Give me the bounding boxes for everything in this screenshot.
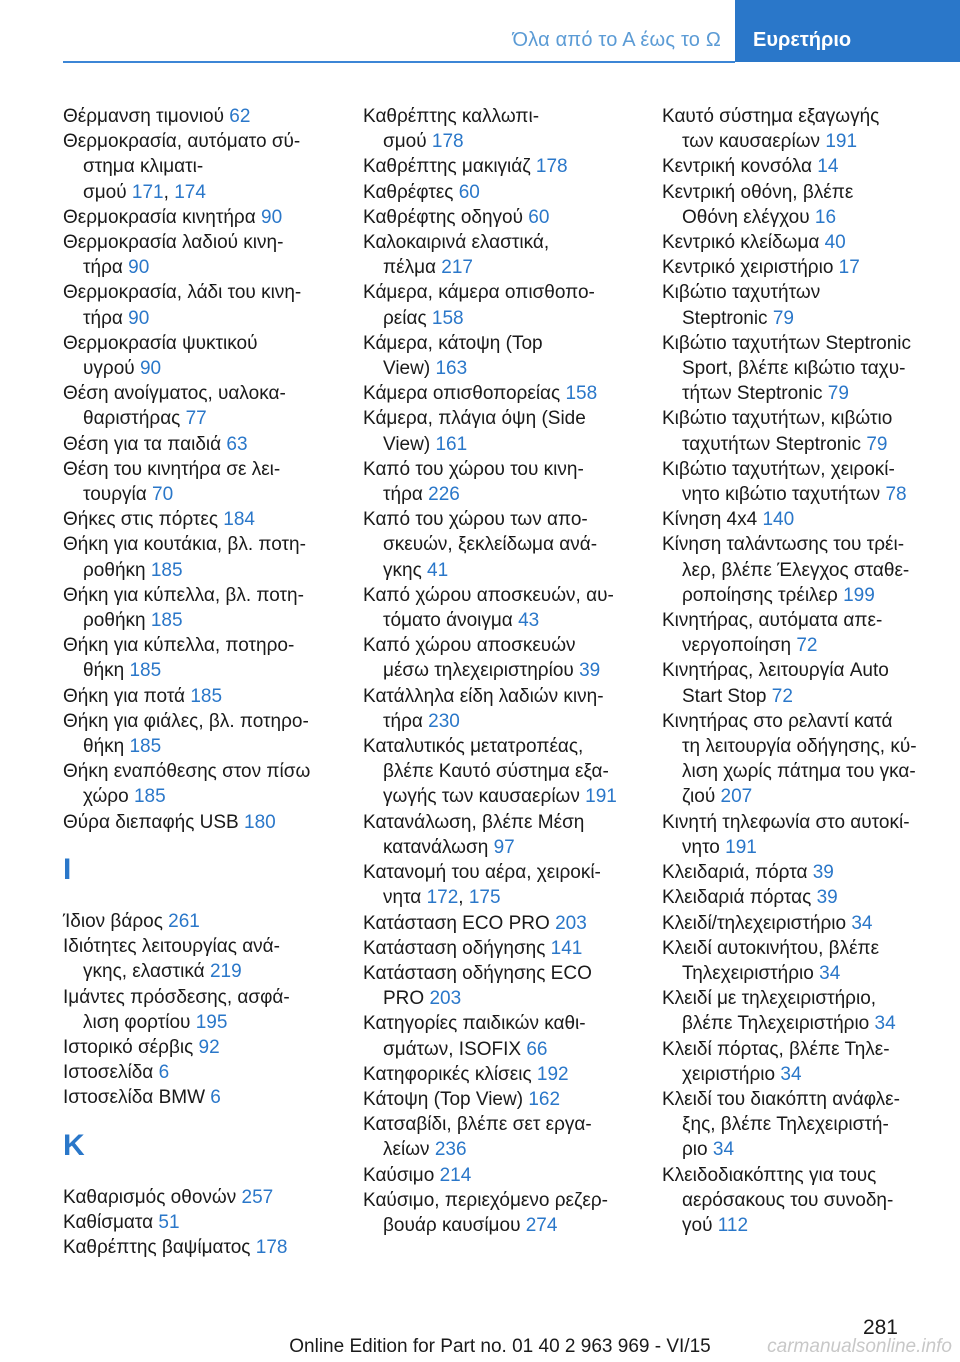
page-reference-link[interactable]: 140: [762, 509, 795, 531]
page-reference-link[interactable]: 6: [158, 1062, 170, 1084]
index-entry-text: σμού: [383, 131, 432, 153]
index-entry-text: Θερμοκρασία λαδιού κινη-: [63, 232, 284, 254]
page-reference-link[interactable]: 184: [223, 509, 255, 531]
page-reference-link[interactable]: 203: [429, 988, 462, 1010]
index-entry-text: σμάτων, ISOFIX: [383, 1038, 527, 1060]
index-entry: [63, 280, 331, 330]
page-reference-link[interactable]: 63: [226, 433, 248, 455]
page-reference-link[interactable]: 178: [535, 156, 568, 178]
page-reference-link[interactable]: 41: [427, 559, 449, 581]
page-reference-link[interactable]: 185: [150, 610, 183, 632]
index-entry-text: Κάμερα, κάτοψη (Top: [363, 332, 543, 354]
page-reference-link[interactable]: 66: [526, 1038, 548, 1060]
index-entry: [363, 1087, 631, 1112]
index-entry-text: Θήκη για κουτάκια, βλ. ποτη-: [63, 534, 306, 556]
page-reference-link[interactable]: 158: [431, 307, 464, 329]
index-entry-text: Καυτό σύστημα εξαγωγής: [662, 106, 880, 127]
index-entry: [363, 1011, 631, 1061]
page-reference-link[interactable]: 172: [426, 887, 459, 909]
index-entry: [363, 104, 631, 154]
index-entry-text: Ιστοσελίδα: [63, 1062, 159, 1084]
index-entry-text: Καπό χώρου αποσκευών, αυ-: [363, 584, 614, 606]
index-entry: [363, 154, 631, 179]
index-entry-text: τήρα: [383, 484, 429, 506]
index-entry-text: Κλειδί με τηλεχειριστήριο,: [662, 988, 877, 1010]
page-reference-link[interactable]: 141: [550, 937, 583, 959]
page-reference-link[interactable]: 178: [255, 1236, 288, 1258]
index-entry: [363, 1062, 631, 1087]
page-reference-link[interactable]: 214: [439, 1164, 472, 1186]
index-entry-text: Καθίσματα: [63, 1211, 159, 1233]
page-reference-link[interactable]: 185: [129, 736, 162, 758]
page-reference-link[interactable]: 60: [528, 206, 550, 228]
index-entry-text: τόματο άνοιγμα: [383, 610, 519, 632]
index-entry-text: ρείας: [383, 307, 432, 329]
index-entry-text: ριο: [682, 1139, 713, 1161]
index-entry: [63, 1210, 331, 1235]
index-entry: [63, 934, 331, 984]
page-reference-link[interactable]: 191: [725, 836, 757, 858]
index-entry: [63, 810, 331, 835]
page-reference-link[interactable]: 171: [131, 181, 164, 203]
page-reference-link[interactable]: 72: [796, 635, 818, 657]
index-entry: [363, 280, 631, 330]
index-entry-text: πέλμα: [383, 257, 442, 279]
index-entry: [63, 104, 331, 129]
index-entry: [363, 810, 631, 860]
page-reference-link[interactable]: 16: [814, 206, 837, 228]
page-reference-link[interactable]: 34: [780, 1063, 802, 1085]
index-entry: [363, 457, 631, 507]
index-entry-text: Κίνηση 4x4: [662, 509, 763, 531]
section-title-area: [0, 0, 735, 62]
index-entry-text: γωγής των καυσαερίων: [383, 786, 586, 808]
index-entry-text: Ιδιότητες λειτουργίας ανά-: [63, 936, 280, 958]
index-entry-text: Κάμερα οπισθοπορείας: [363, 383, 566, 405]
index-entry: Κατανομή του αέρα, χειροκί- νητα 172, 175: [363, 862, 601, 909]
page-reference-link[interactable]: 199: [843, 584, 875, 606]
index-column-1: [63, 104, 331, 1260]
index-entry-text: Θήκη εναπόθεσης στον πίσω: [63, 761, 311, 783]
page-reference-link[interactable]: 195: [195, 1011, 228, 1033]
index-entry-text: Θέση ανοίγματος, υαλοκα-: [63, 383, 286, 405]
index-entry: [662, 936, 930, 986]
page-reference-link[interactable]: 261: [168, 910, 200, 932]
index-entry-text: Θέρμανση τιμονιού: [63, 106, 230, 127]
index-entry-text: Καθαρισμός οθονών: [63, 1186, 242, 1208]
page-reference-link[interactable]: 39: [579, 660, 601, 682]
index-entry-text: Κεντρική κονσόλα: [662, 156, 818, 178]
page-reference-link[interactable]: 6: [210, 1087, 221, 1109]
index-entry: [63, 230, 331, 280]
page-number: 281: [862, 1316, 898, 1339]
section-title: Όλα από το Α έως το Ω: [512, 29, 721, 51]
page-reference-link[interactable]: 90: [128, 307, 150, 329]
index-entry-text: Κινητήρας, αυτόματα απε-: [662, 610, 883, 632]
index-entry-text: Ιμάντες πρόσδεσης, ασφά-: [63, 986, 290, 1008]
index-entry-text: Κίνηση ταλάντωσης του τρέι-: [662, 534, 905, 556]
page-reference-link[interactable]: 79: [772, 307, 794, 329]
index-entry-text: View): [383, 358, 436, 380]
index-entry-text: Κατσαβίδι, βλέπε σετ εργα-: [363, 1114, 592, 1136]
index-entry: [363, 583, 631, 633]
index-entry: [662, 810, 930, 860]
index-entry-text: ζιού: [682, 786, 721, 808]
index-entry-text: ξης, βλέπε Τηλεχειριστή-: [682, 1114, 889, 1136]
index-entry: [662, 154, 930, 179]
index-entry: [63, 507, 331, 532]
page-reference-link[interactable]: 180: [244, 811, 276, 833]
index-entry: [662, 709, 930, 810]
index-entry: [662, 1087, 930, 1163]
index-entry-text: Θήκη για ποτά: [63, 685, 191, 707]
index-entry-text: Κλειδί/τηλεχειριστήριο: [662, 912, 852, 934]
index-entry-text: Καθρέφτες: [363, 181, 459, 203]
index-entry-text: Καθρέφτης οδηγού: [363, 206, 529, 228]
index-entry-text: Θέση του κινητήρα σε λει-: [63, 458, 281, 480]
page-reference-link[interactable]: 185: [133, 786, 166, 808]
index-entry: [363, 633, 631, 683]
index-entry: [662, 860, 930, 885]
index-entry-text: λείων: [383, 1139, 435, 1161]
index-entry-text: των καυσαερίων: [682, 131, 826, 153]
index-entry-text: τη λειτουργία οδήγησης, κύ-: [682, 736, 917, 758]
index-entry: [363, 507, 631, 583]
index-entry: [63, 1185, 331, 1210]
index-entry-text: Καθρέπτης βαψίματος: [63, 1236, 256, 1258]
index-entry-text: Κάμερα, πλάγια όψη (Side: [363, 408, 586, 430]
index-entry-text: νητα: [383, 887, 427, 909]
index-entry-text: Θήκες στις πόρτες: [63, 509, 224, 531]
index-entry: [363, 1188, 631, 1238]
index-entry-text: Κατάλληλα είδη λαδιών κινη-: [363, 685, 604, 707]
page-reference-link[interactable]: 174: [174, 181, 206, 203]
index-entry-text: Ιστοσελίδα BMW: [63, 1087, 211, 1109]
index-entry-text: Θήκη για κύπελλα, βλ. ποτη-: [63, 584, 304, 606]
index-entry: [662, 608, 930, 658]
index-entry: [662, 457, 930, 507]
index-entry: [662, 532, 930, 608]
index-entry: [662, 507, 930, 532]
index-tab-label: Ευρετήριο: [753, 29, 852, 51]
index-entry: [63, 633, 331, 683]
page-reference-link[interactable]: 90: [261, 206, 283, 228]
page-reference-link[interactable]: 34: [819, 962, 841, 984]
index-entry-text: Καπό του χώρου του κινη-: [363, 458, 584, 480]
index-entry-text: Κλειδί του διακόπτη ανάφλε-: [662, 1088, 900, 1110]
index-entry-text: Κλειδαριά πόρτας: [662, 887, 817, 909]
index-entry: [63, 684, 331, 709]
index-entry: [63, 985, 331, 1035]
index-entry-text: σμού: [83, 181, 132, 203]
page-reference-link[interactable]: 90: [139, 358, 162, 380]
index-entry: [63, 432, 331, 457]
index-entry-text: View): [383, 433, 436, 455]
index-entry-text: Start Stop: [682, 685, 772, 707]
index-entry: [363, 961, 631, 1011]
index-entry-text: Κινητήρας, λειτουργία Auto: [662, 660, 889, 682]
page-reference-link[interactable]: 178: [431, 131, 464, 153]
index-entry-text: Θέση για τα παιδιά: [63, 433, 227, 455]
index-entry-text: Θερμοκρασία κινητήρα: [63, 206, 262, 228]
index-entry-text: Κατανάλωση, βλέπε Μέση: [363, 811, 585, 833]
index-entry-text: Sport, βλέπε κιβώτιο ταχυ-: [682, 358, 906, 380]
page-reference-link[interactable]: 78: [885, 484, 907, 506]
page-reference-link[interactable]: 163: [435, 358, 468, 380]
index-entry-text: θαριστήρας: [83, 408, 186, 430]
index-entry-text: Κατανομή του αέρα, χειροκί-: [363, 862, 601, 884]
page-reference-link[interactable]: 161: [435, 433, 468, 455]
index-entry-text: Κλειδοδιακόπτης για τους: [662, 1164, 877, 1186]
index-entry: [662, 986, 930, 1036]
index-entry-text: Κεντρική οθόνη, βλέπε: [662, 181, 854, 203]
index-entry-text: Καταλυτικός μετατροπέας,: [363, 736, 584, 758]
index-entry-text: ταχυτήτων Steptronic: [682, 433, 867, 455]
index-entry: [63, 759, 331, 809]
page-reference-link[interactable]: 185: [190, 685, 223, 707]
page-reference-link[interactable]: 175: [468, 887, 501, 909]
index-entry: [363, 406, 631, 456]
index-entry-text: Θερμοκρασία, αυτόματο σύ-: [63, 131, 301, 153]
index-entry: [363, 911, 631, 936]
index-entry-text: ροθήκη: [83, 559, 151, 581]
index-entry-text: τήτων Steptronic: [682, 383, 828, 405]
index-entry-text: Κατηγορίες παιδικών καθι-: [363, 1013, 586, 1035]
index-entry-text: γκης, ελαστικά: [83, 961, 210, 983]
index-entry: [63, 1035, 331, 1060]
index-entry: [662, 104, 930, 154]
index-entry-text: Κεντρικό χειριστήριο: [662, 257, 839, 279]
page-reference-link[interactable]: 162: [528, 1088, 561, 1110]
index-entry: [63, 457, 331, 507]
index-entry-text: ροθήκη: [83, 610, 151, 632]
page-reference-link[interactable]: 90: [128, 257, 150, 279]
index-entry: [363, 936, 631, 961]
index-entry-text: τήρα: [83, 307, 129, 329]
index-entry-text: θήκη: [83, 736, 130, 758]
index-entry: [363, 381, 631, 406]
index-entry-text: στημα κλιματι-: [83, 156, 204, 178]
page-reference-link[interactable]: 39: [816, 887, 838, 909]
index-entry: [63, 1235, 331, 1260]
page-reference-link[interactable]: 191: [585, 786, 617, 808]
index-entry: Θερμοκρασία, αυτόματο σύ- στημα κλιματι- σμού 171, 174: [63, 131, 301, 203]
page-reference-link[interactable]: 185: [150, 559, 183, 581]
index-entry: [363, 331, 631, 381]
index-entry: [662, 1163, 930, 1239]
index-entry-text: Κιβώτιο ταχυτήτων Steptronic: [662, 332, 912, 354]
index-entry: [63, 709, 331, 759]
index-entry-text: βλέπε Καυτό σύστημα εξα-: [383, 761, 609, 783]
index-entry-text: Θήκη για κύπελλα, ποτηρο-: [63, 635, 295, 657]
index-entry: [662, 885, 930, 910]
index-column-2: [363, 104, 631, 1238]
index-entry-text: λιση φορτίου: [83, 1011, 196, 1033]
page-reference-link[interactable]: 192: [536, 1063, 569, 1085]
page-reference-link[interactable]: 70: [152, 484, 174, 506]
index-entry-text: Κλειδί πόρτας, βλέπε Τηλε-: [662, 1038, 890, 1060]
page-reference-link[interactable]: 79: [866, 433, 888, 455]
index-entry: [363, 205, 631, 230]
index-entry-text: Κατάσταση οδήγησης ECO: [363, 962, 592, 984]
index-entry-text: Τηλεχειριστήριο: [682, 962, 820, 984]
page-reference-link[interactable]: 34: [851, 912, 873, 934]
page-reference-link[interactable]: 257: [241, 1186, 274, 1208]
index-tab[interactable]: [735, 0, 960, 62]
index-entry-text: θήκη: [83, 660, 130, 682]
index-entry: [363, 230, 631, 280]
index-entry-text: Κατηφορικές κλίσεις: [363, 1063, 537, 1085]
page-reference-link[interactable]: 34: [874, 1013, 896, 1035]
index-entry-text: Καθρέπτης μακιγιάζ: [363, 156, 536, 178]
index-entry-text: Κιβώτιο ταχυτήτων: [662, 282, 821, 304]
index-entry-text: ροποίησης τρέιλερ: [682, 584, 844, 606]
page-reference-link[interactable]: 207: [720, 786, 753, 808]
index-entry: [662, 255, 930, 280]
index-entry-text: Θύρα διεπαφής USB: [63, 811, 245, 833]
page-reference-link[interactable]: 97: [493, 836, 515, 858]
index-entry-text: Κινητή τηλεφωνία στο αυτοκί-: [662, 811, 910, 833]
index-entry-text: χειριστήριο: [682, 1063, 781, 1085]
index-entry-text: γκης: [383, 559, 428, 581]
index-entry-text: κατανάλωση: [383, 836, 494, 858]
watermark: carmanualsonline.info: [767, 1336, 952, 1357]
index-entry: [662, 911, 930, 936]
index-entry: [363, 1163, 631, 1188]
index-entry: [63, 381, 331, 431]
page-reference-link[interactable]: 39: [812, 862, 834, 884]
index-entry-text: νητο: [682, 836, 726, 858]
index-entry: [63, 909, 331, 934]
index-entry-text: PRO: [383, 988, 430, 1010]
page-reference-link[interactable]: 40: [824, 232, 846, 254]
page-reference-link[interactable]: 230: [428, 710, 460, 732]
page-reference-link[interactable]: 62: [229, 106, 251, 127]
index-entry-text: Θερμοκρασία, λάδι του κινη-: [63, 282, 302, 304]
index-entry: [363, 684, 631, 734]
index-entry: [63, 205, 331, 230]
page-reference-link[interactable]: 17: [838, 257, 860, 279]
index-entry: [363, 180, 631, 205]
index-entry-text: σκευών, ξεκλείδωμα ανά-: [383, 534, 598, 556]
page-reference-link[interactable]: 51: [158, 1211, 180, 1233]
index-entry: [662, 230, 930, 255]
page-reference-link[interactable]: 92: [198, 1036, 220, 1058]
index-entry-text: Κατάσταση ECO PRO: [363, 912, 556, 934]
index-entry: [662, 1037, 930, 1087]
index-entry-text: λερ, βλέπε Έλεγχος σταθε-: [682, 559, 910, 581]
header-rule: [63, 61, 735, 63]
index-entry-text: Καπό του χώρου των απο-: [363, 509, 588, 531]
page-reference-link[interactable]: 203: [555, 912, 587, 934]
index-letter-heading: Ι: [63, 852, 72, 886]
index-entry-text: Steptronic: [682, 307, 773, 329]
index-entry-text: Κάμερα, κάμερα οπισθοπο-: [363, 282, 595, 304]
index-entry-text: Κιβώτιο ταχυτήτων, χειροκί-: [662, 458, 895, 480]
page-reference-link[interactable]: 158: [565, 383, 598, 405]
index-letter-heading: Κ: [63, 1128, 85, 1162]
index-entry-text: Θήκη για φιάλες, βλ. ποτηρο-: [63, 710, 309, 732]
index-entry: [63, 1060, 331, 1085]
index-entry-text: Καπό χώρου αποσκευών: [363, 635, 576, 657]
page-reference-link[interactable]: 191: [825, 131, 858, 153]
index-entry-text: βουάρ καυσίμου: [383, 1214, 526, 1236]
index-column-3: [662, 104, 930, 1238]
index-entry-text: Ίδιον βάρος: [63, 910, 169, 932]
index-entry: [363, 1112, 631, 1162]
index-entry: [63, 583, 331, 633]
edition-footer: Online Edition for Part no. 01 40 2 963 969 - VI/15: [289, 1336, 711, 1357]
page-reference-link[interactable]: 219: [209, 961, 242, 983]
index-entry-text: λιση χωρίς πάτημα του γκα-: [682, 761, 916, 783]
index-entry: [662, 331, 930, 407]
index-entry-text: μέσω τηλεχειριστηρίου: [383, 660, 580, 682]
page-reference-link[interactable]: 77: [185, 408, 207, 430]
page-reference-link[interactable]: 217: [441, 257, 473, 279]
index-entry-text: Ιστορικό σέρβις: [63, 1036, 199, 1058]
index-entry-text: αερόσακους του συνοδη-: [682, 1189, 894, 1211]
index-entry-text: Κατάσταση οδήγησης: [363, 937, 551, 959]
index-entry-text: Καλοκαιρινά ελαστικά,: [363, 232, 550, 254]
page-reference-link[interactable]: 226: [428, 484, 460, 506]
page-reference-link[interactable]: 236: [434, 1139, 467, 1161]
page-header: [0, 0, 960, 62]
index-entry: [662, 658, 930, 708]
index-entry-text: Καύσιμο: [363, 1164, 440, 1186]
index-entry-text: βλέπε Τηλεχειριστήριο: [682, 1013, 875, 1035]
page-reference-link[interactable]: 43: [518, 610, 540, 632]
index-entry-text: χώρο: [83, 786, 134, 808]
page-reference-link[interactable]: 14: [817, 156, 839, 178]
page-reference-link[interactable]: 72: [771, 685, 793, 707]
index-entry: [363, 734, 631, 810]
index-entry-text: τήρα: [383, 710, 429, 732]
index-entry-text: γού: [682, 1214, 718, 1236]
index-entry-text: υγρού: [83, 358, 140, 380]
index-entry-text: τουργία: [83, 484, 152, 506]
page-reference-link[interactable]: 60: [458, 181, 480, 203]
index-entry-text: τήρα: [83, 257, 129, 279]
index-entry-text: νητο κιβώτιο ταχυτήτων: [682, 484, 886, 506]
page-reference-link[interactable]: 112: [717, 1214, 749, 1236]
index-entry-text: Κλειδί αυτοκινήτου, βλέπε: [662, 937, 880, 959]
page-reference-link[interactable]: 274: [525, 1214, 558, 1236]
index-entry-text: Κιβώτιο ταχυτήτων, κιβώτιο: [662, 408, 893, 430]
index-entry-text: Οθόνη ελέγχου: [682, 206, 815, 228]
page-reference-link[interactable]: 185: [129, 660, 162, 682]
index-entry-text: Κεντρικό κλείδωμα: [662, 232, 825, 254]
page-reference-link[interactable]: 34: [712, 1139, 735, 1161]
index-entry-text: Θερμοκρασία ψυκτικού: [63, 332, 258, 354]
index-entry: [63, 1085, 331, 1110]
index-entry: [662, 406, 930, 456]
index-entry-text: Καθρέπτης καλλωπι-: [363, 106, 540, 127]
index-entry-text: Κλειδαριά, πόρτα: [662, 862, 813, 884]
index-entry: [662, 180, 930, 230]
index-entry-text: Κινητήρας στο ρελαντί κατά: [662, 710, 893, 732]
index-entry-text: Κάτοψη (Top View): [363, 1088, 529, 1110]
index-entry: [63, 532, 331, 582]
index-entry: [63, 331, 331, 381]
index-entry: [662, 280, 930, 330]
page-reference-link[interactable]: 79: [827, 383, 849, 405]
index-entry-text: Καύσιμο, περιεχόμενο ρεζερ-: [363, 1189, 608, 1211]
index-entry-text: νεργοποίηση: [682, 635, 797, 657]
